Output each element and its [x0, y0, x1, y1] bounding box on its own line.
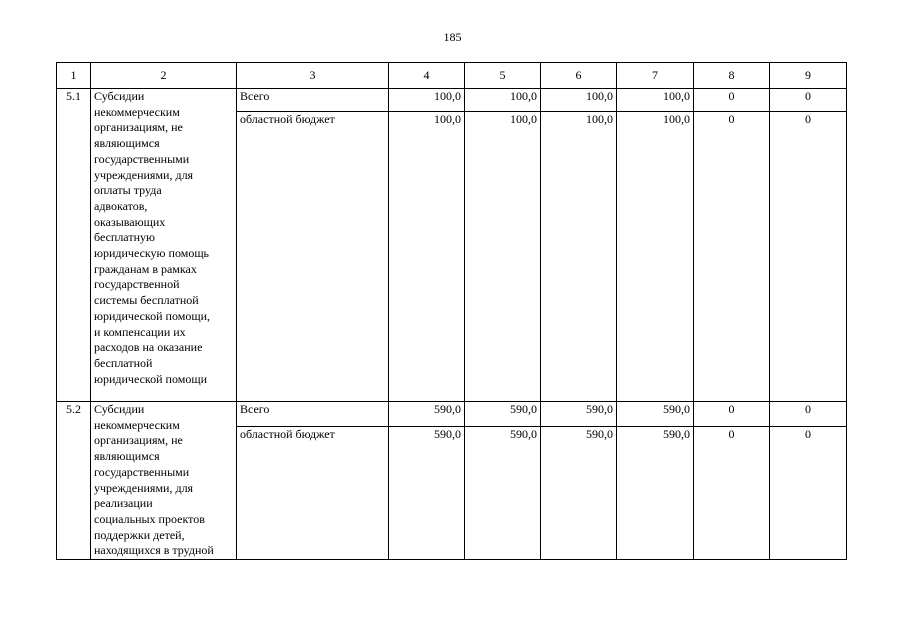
row-description: [91, 402, 237, 560]
funding-source: Всего: [237, 402, 389, 427]
funding-source: областной бюджет: [237, 112, 389, 402]
funding-source: Всего: [237, 89, 389, 112]
row-number: 5.2: [57, 402, 91, 560]
value-col-5: 590,0: [465, 426, 541, 559]
value-col-9: 0: [770, 112, 847, 402]
value-col-5: 590,0: [465, 402, 541, 427]
value-col-6: 590,0: [541, 426, 617, 559]
value-col-9: 0: [770, 89, 847, 112]
header-row: [57, 63, 847, 89]
header-col-1: 1: [57, 63, 91, 89]
value-col-5: 100,0: [465, 112, 541, 402]
value-col-8: 0: [694, 89, 770, 112]
header-col-2: 2: [91, 63, 237, 89]
value-col-7: 100,0: [617, 89, 694, 112]
value-col-7: 590,0: [617, 402, 694, 427]
header-col-4: 4: [389, 63, 465, 89]
header-col-9: 9: [770, 63, 847, 89]
funding-source: областной бюджет: [237, 426, 389, 559]
row-number: 5.1: [57, 89, 91, 402]
value-col-8: 0: [694, 112, 770, 402]
table-row: [57, 89, 847, 112]
value-col-4: 100,0: [389, 112, 465, 402]
value-col-6: 100,0: [541, 112, 617, 402]
value-col-4: 590,0: [389, 402, 465, 427]
value-col-6: 590,0: [541, 402, 617, 427]
table-row: [57, 402, 847, 427]
header-col-3: 3: [237, 63, 389, 89]
value-col-8: 0: [694, 402, 770, 427]
row-description-text: Субсидии некоммерческим организациям, не являющимся государственными учреждениями, для оплаты труда адвокатов, оказывающих бесплатную юридическую помощь гражданам в рамках государственной системы бесплатной юридической помощи, и компенсации их расходов на оказание бесплатной юридической помощи: [94, 89, 210, 386]
header-col-8: 8: [694, 63, 770, 89]
header-col-6: 6: [541, 63, 617, 89]
header-col-7: 7: [617, 63, 694, 89]
row-description: [91, 89, 237, 402]
value-col-4: 590,0: [389, 426, 465, 559]
value-col-9: 0: [770, 402, 847, 427]
value-col-4: 100,0: [389, 89, 465, 112]
header-col-5: 5: [465, 63, 541, 89]
budget-table: [56, 62, 847, 560]
row-description-text: Субсидии некоммерческим организациям, не являющимся государственными учреждениями, для реализации социальных проектов поддержки детей, находящихся в трудной: [94, 402, 214, 558]
page-number: 185: [443, 30, 462, 44]
value-col-7: 590,0: [617, 426, 694, 559]
value-col-5: 100,0: [465, 89, 541, 112]
value-col-8: 0: [694, 426, 770, 559]
value-col-9: 0: [770, 426, 847, 559]
value-col-7: 100,0: [617, 112, 694, 402]
value-col-6: 100,0: [541, 89, 617, 112]
